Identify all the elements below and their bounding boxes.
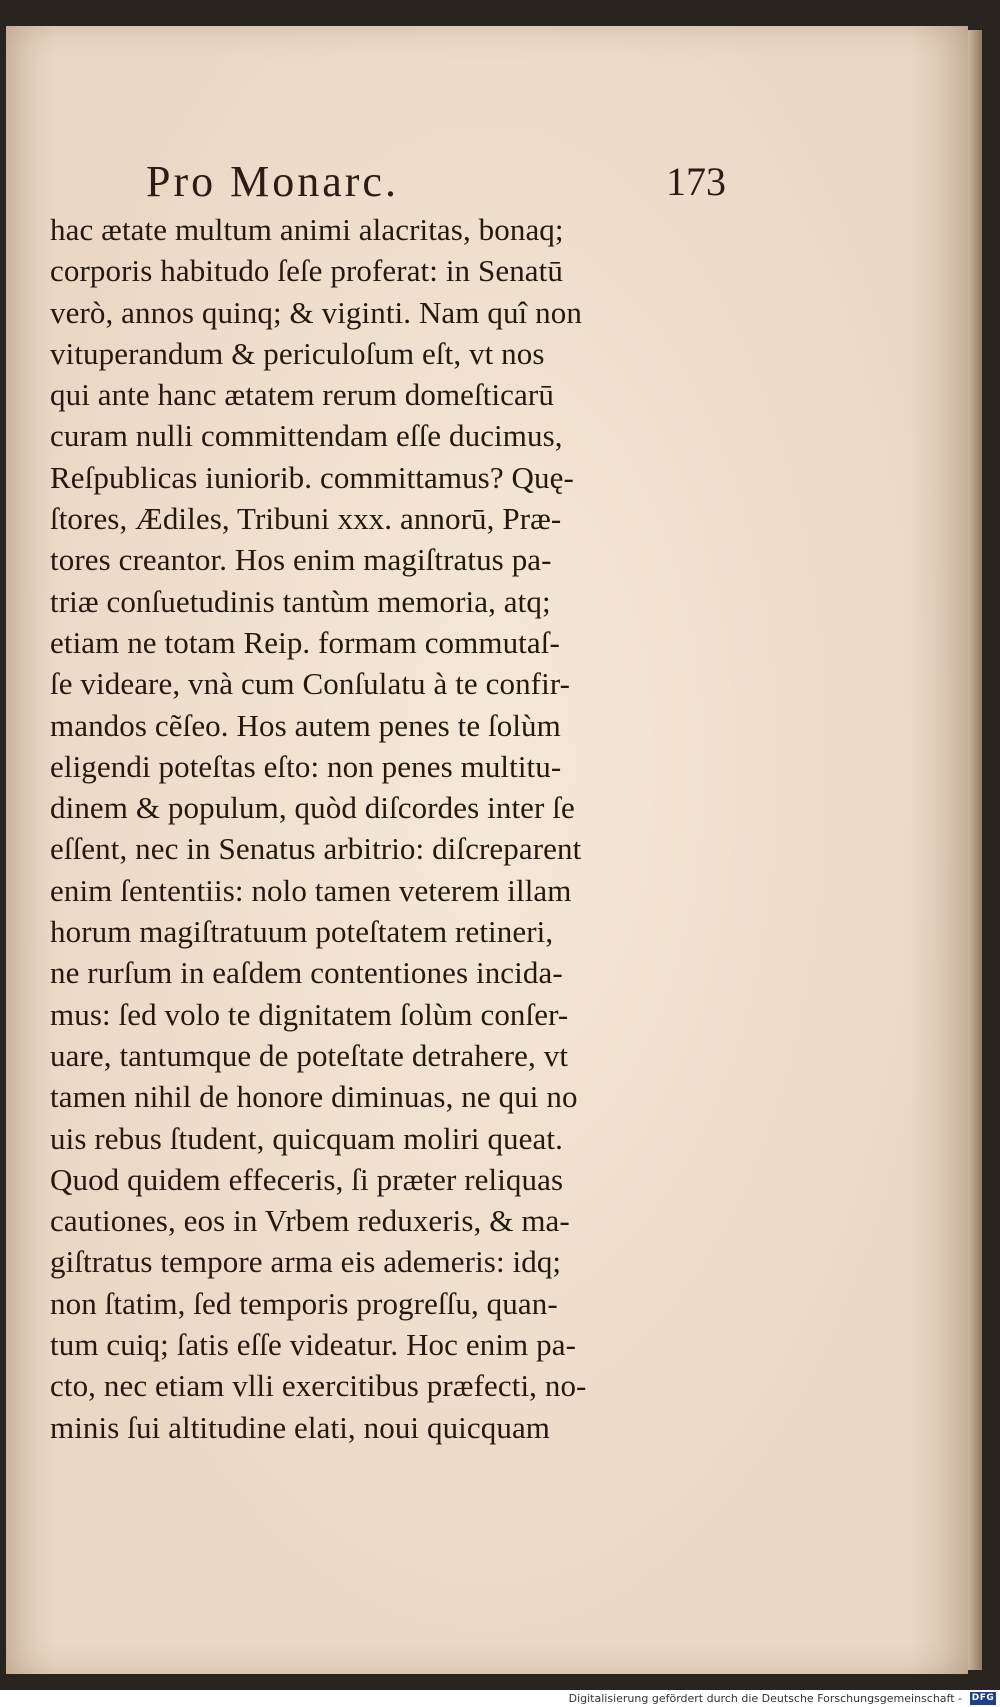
text-line: tamen nihil de honore diminuas, ne qui no: [50, 1079, 578, 1115]
running-title: Pro Monarc.: [146, 157, 399, 206]
text-line: curam nulli committendam eſſe ducimus,: [50, 418, 563, 454]
text-line: uis rebus ſtudent, quicquam moliri queat.: [50, 1120, 563, 1156]
text-line: eſſent, nec in Senatus arbitrio: diſcreparent: [50, 831, 582, 867]
text-line: ſtores, Ædiles, Tribuni xxx. annorū, Præ-: [50, 501, 562, 537]
text-line: ſe videare, vnà cum Conſulatu à te confir-: [50, 666, 571, 702]
text-line: uare, tantumque de poteſtate detrahere, vt: [50, 1037, 569, 1073]
text-line: mus: ſed volo te dignitatem ſolùm conſer-: [50, 996, 569, 1032]
text-line: cautiones, eos in Vrbem reduxeris, & ma-: [50, 1203, 570, 1239]
text-line: ne rurſum in eaſdem contentiones incida-: [50, 955, 563, 991]
text-line: hac ætate multum animi alacritas, bonaq;: [50, 212, 564, 247]
text-line: mandos cẽſeo. Hos autem penes te ſolùm: [50, 707, 561, 743]
text-line: giſtratus tempore arma eis ademeris: idq;: [50, 1244, 562, 1280]
text-line: Reſpublicas iuniorib. committamus? Quę-: [50, 459, 574, 495]
text-line: Quod quidem effeceris, ſi præter reliquas: [50, 1161, 564, 1197]
digitization-credit: Digitalisierung gefördert durch die Deutsche Forschungsgemeinschaft -: [568, 1692, 962, 1705]
text-line: corporis habitudo ſeſe proferat: in Senatū: [50, 253, 563, 289]
text-line: minis ſui altitudine elati, noui quicquam: [50, 1409, 551, 1445]
text-line: eligendi poteſtas eſto: non penes multitu-: [50, 748, 562, 784]
text-line: triæ conſuetudinis tantùm memoria, atq;: [50, 583, 551, 619]
text-line: enim ſententiis: nolo tamen veterem illam: [50, 872, 572, 908]
text-line: qui ante hanc ætatem rerum domeſticarū: [50, 377, 554, 413]
text-line: tores creantor. Hos enim magiſtratus pa-: [50, 542, 552, 578]
book-page: [6, 26, 968, 1674]
text-line: etiam ne totam Reip. formam commutaſ-: [50, 624, 560, 660]
text-line: non ſtatim, ſed temporis progreſſu, quan-: [50, 1285, 558, 1321]
page-header: [146, 154, 726, 210]
text-line: cto, nec etiam vlli exercitibus præfecti, no-: [50, 1368, 587, 1404]
body-text: [50, 209, 730, 1448]
dfg-logo: DFG: [971, 1693, 995, 1703]
text-line: horum magiſtratuum poteſtatem retineri,: [50, 914, 554, 950]
text-line: verò, annos quinq; & viginti. Nam quî non: [50, 294, 582, 330]
text-line: vituperandum & periculoſum eſt, vt nos: [50, 335, 545, 371]
text-line: dinem & populum, quòd diſcordes inter ſe: [50, 790, 575, 826]
page-number: 173: [666, 159, 726, 204]
page-edge: [968, 30, 982, 1670]
text-line: tum cuiq; ſatis eſſe videatur. Hoc enim pa-: [50, 1327, 576, 1363]
